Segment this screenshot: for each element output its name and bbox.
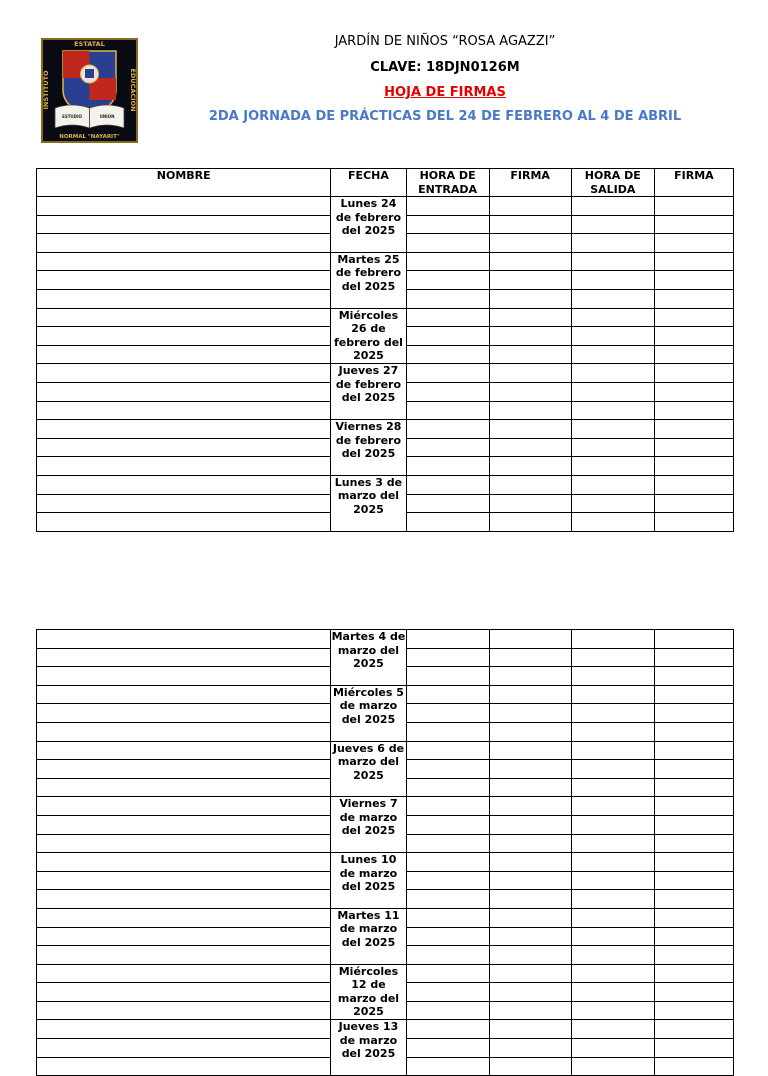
nombre-cell[interactable] — [37, 308, 331, 327]
nombre-cell[interactable] — [37, 964, 331, 983]
page-title: HOJA DE FIRMAS — [384, 85, 506, 100]
firma-entrada-cell[interactable] — [489, 308, 571, 327]
nombre-cell[interactable] — [37, 908, 331, 927]
hora-entrada-cell[interactable] — [406, 760, 489, 779]
table-row — [37, 308, 734, 327]
table-row — [37, 252, 734, 271]
nombre-cell[interactable] — [37, 271, 331, 290]
firma-entrada-cell[interactable] — [489, 704, 571, 723]
hora-salida-cell[interactable] — [571, 234, 654, 253]
hora-salida-cell[interactable] — [571, 215, 654, 234]
firma-salida-cell[interactable] — [654, 890, 733, 909]
nombre-cell[interactable] — [37, 215, 331, 234]
hora-salida-cell[interactable] — [571, 630, 654, 649]
hora-entrada-cell[interactable] — [406, 704, 489, 723]
nombre-cell[interactable] — [37, 760, 331, 779]
hora-entrada-cell[interactable] — [406, 946, 489, 965]
hora-entrada-cell[interactable] — [406, 853, 489, 872]
hora-entrada-cell[interactable] — [406, 1039, 489, 1058]
firma-salida-cell[interactable] — [654, 271, 733, 290]
fecha-cell: Miércoles 12 de marzo del 2025 — [331, 964, 406, 1020]
hora-salida-cell[interactable] — [571, 457, 654, 476]
hora-salida-cell[interactable] — [571, 438, 654, 457]
firma-salida-cell[interactable] — [654, 364, 733, 383]
hora-salida-cell[interactable] — [571, 475, 654, 494]
nombre-cell[interactable] — [37, 364, 331, 383]
hora-entrada-cell[interactable] — [406, 964, 489, 983]
nombre-cell[interactable] — [37, 420, 331, 439]
hora-salida-cell[interactable] — [571, 797, 654, 816]
hora-entrada-cell[interactable] — [406, 778, 489, 797]
hora-salida-cell[interactable] — [571, 834, 654, 853]
firma-salida-cell[interactable] — [654, 815, 733, 834]
firma-salida-cell[interactable] — [654, 908, 733, 927]
hora-entrada-cell[interactable] — [406, 648, 489, 667]
firma-entrada-cell[interactable] — [489, 364, 571, 383]
logo-right-text: EDUCACION — [129, 68, 137, 112]
firma-salida-cell[interactable] — [654, 630, 733, 649]
fecha-cell: Lunes 24 de febrero del 2025 — [331, 197, 406, 253]
hora-salida-cell[interactable] — [571, 308, 654, 327]
hora-salida-cell[interactable] — [571, 252, 654, 271]
table-row — [37, 197, 734, 216]
firma-entrada-cell[interactable] — [489, 908, 571, 927]
firma-entrada-cell[interactable] — [489, 648, 571, 667]
table-row — [37, 797, 734, 816]
hora-entrada-cell[interactable] — [406, 908, 489, 927]
firma-salida-cell[interactable] — [654, 289, 733, 308]
column-header-firma-salida: FIRMA — [654, 169, 733, 197]
nombre-cell[interactable] — [37, 494, 331, 513]
firma-salida-cell[interactable] — [654, 494, 733, 513]
signature-table-2 — [36, 629, 734, 1076]
table-header-row — [37, 169, 734, 197]
fecha-cell: Jueves 27 de febrero del 2025 — [331, 364, 406, 420]
table-row — [37, 420, 734, 439]
firma-entrada-cell[interactable] — [489, 475, 571, 494]
hora-entrada-cell[interactable] — [406, 327, 489, 346]
firma-salida-cell[interactable] — [654, 345, 733, 364]
firma-entrada-cell[interactable] — [489, 234, 571, 253]
hora-entrada-cell[interactable] — [406, 364, 489, 383]
hora-salida-cell[interactable] — [571, 964, 654, 983]
fecha-cell: Viernes 7 de marzo del 2025 — [331, 797, 406, 853]
nombre-cell[interactable] — [37, 1057, 331, 1076]
nombre-cell[interactable] — [37, 513, 331, 532]
fecha-cell: Viernes 28 de febrero del 2025 — [331, 420, 406, 476]
hora-entrada-cell[interactable] — [406, 401, 489, 420]
fecha-cell: Lunes 10 de marzo del 2025 — [331, 853, 406, 909]
hora-salida-cell[interactable] — [571, 513, 654, 532]
hora-salida-cell[interactable] — [571, 722, 654, 741]
nombre-cell[interactable] — [37, 401, 331, 420]
firma-entrada-cell[interactable] — [489, 667, 571, 686]
nombre-cell[interactable] — [37, 289, 331, 308]
hora-entrada-cell[interactable] — [406, 475, 489, 494]
firma-entrada-cell[interactable] — [489, 834, 571, 853]
firma-salida-cell[interactable] — [654, 760, 733, 779]
table-row — [37, 364, 734, 383]
firma-salida-cell[interactable] — [654, 234, 733, 253]
hora-entrada-cell[interactable] — [406, 215, 489, 234]
firma-entrada-cell[interactable] — [489, 1039, 571, 1058]
hora-entrada-cell[interactable] — [406, 890, 489, 909]
nombre-cell[interactable] — [37, 741, 331, 760]
hora-entrada-cell[interactable] — [406, 983, 489, 1002]
firma-salida-cell[interactable] — [654, 853, 733, 872]
hora-entrada-cell[interactable] — [406, 494, 489, 513]
table-row — [37, 741, 734, 760]
firma-salida-cell[interactable] — [654, 401, 733, 420]
nombre-cell[interactable] — [37, 382, 331, 401]
hora-salida-cell[interactable] — [571, 871, 654, 890]
table-row — [37, 685, 734, 704]
firma-entrada-cell[interactable] — [489, 1057, 571, 1076]
nombre-cell[interactable] — [37, 871, 331, 890]
hora-salida-cell[interactable] — [571, 760, 654, 779]
hora-entrada-cell[interactable] — [406, 308, 489, 327]
table-row — [37, 853, 734, 872]
nombre-cell[interactable] — [37, 327, 331, 346]
firma-salida-cell[interactable] — [654, 667, 733, 686]
hora-entrada-cell[interactable] — [406, 927, 489, 946]
firma-salida-cell[interactable] — [654, 871, 733, 890]
hora-salida-cell[interactable] — [571, 983, 654, 1002]
fecha-cell: Jueves 6 de marzo del 2025 — [331, 741, 406, 797]
firma-entrada-cell[interactable] — [489, 890, 571, 909]
firma-entrada-cell[interactable] — [489, 797, 571, 816]
firma-entrada-cell[interactable] — [489, 964, 571, 983]
hora-salida-cell[interactable] — [571, 1020, 654, 1039]
firma-entrada-cell[interactable] — [489, 345, 571, 364]
nombre-cell[interactable] — [37, 834, 331, 853]
nombre-cell[interactable] — [37, 457, 331, 476]
firma-entrada-cell[interactable] — [489, 722, 571, 741]
hora-entrada-cell[interactable] — [406, 197, 489, 216]
hora-salida-cell[interactable] — [571, 741, 654, 760]
nombre-cell[interactable] — [37, 927, 331, 946]
hora-entrada-cell[interactable] — [406, 513, 489, 532]
hora-salida-cell[interactable] — [571, 271, 654, 290]
nombre-cell[interactable] — [37, 648, 331, 667]
fecha-cell: Martes 11 de marzo del 2025 — [331, 908, 406, 964]
nombre-cell[interactable] — [37, 797, 331, 816]
fecha-cell: Jueves 13 de marzo del 2025 — [331, 1020, 406, 1076]
nombre-cell[interactable] — [37, 722, 331, 741]
firma-salida-cell[interactable] — [654, 778, 733, 797]
shield-icon — [63, 51, 116, 114]
signature-table-2-body — [37, 630, 734, 1076]
firma-entrada-cell[interactable] — [489, 630, 571, 649]
firma-salida-cell[interactable] — [654, 382, 733, 401]
fecha-cell: Miércoles 26 de febrero del 2025 — [331, 308, 406, 364]
firma-entrada-cell[interactable] — [489, 494, 571, 513]
nombre-cell[interactable] — [37, 853, 331, 872]
firma-entrada-cell[interactable] — [489, 420, 571, 439]
hora-salida-cell[interactable] — [571, 1001, 654, 1020]
fecha-cell: Martes 25 de febrero del 2025 — [331, 252, 406, 308]
firma-entrada-cell[interactable] — [489, 289, 571, 308]
nombre-cell[interactable] — [37, 1039, 331, 1058]
signature-table-1 — [36, 168, 734, 532]
table-row — [37, 964, 734, 983]
nombre-cell[interactable] — [37, 1020, 331, 1039]
column-header-hora-entrada: HORA DE ENTRADA — [406, 169, 489, 197]
firma-entrada-cell[interactable] — [489, 927, 571, 946]
firma-salida-cell[interactable] — [654, 252, 733, 271]
firma-entrada-cell[interactable] — [489, 252, 571, 271]
school-name: JARDÍN DE NIÑOS “ROSA AGAZZI” — [334, 34, 556, 49]
logo-bottom-text: NORMAL "NAYARIT" — [59, 134, 120, 140]
fecha-cell: Miércoles 5 de marzo del 2025 — [331, 685, 406, 741]
hora-entrada-cell[interactable] — [406, 834, 489, 853]
hora-salida-cell[interactable] — [571, 289, 654, 308]
firma-salida-cell[interactable] — [654, 420, 733, 439]
firma-salida-cell[interactable] — [654, 457, 733, 476]
firma-entrada-cell[interactable] — [489, 513, 571, 532]
hora-entrada-cell[interactable] — [406, 1001, 489, 1020]
logo-book-left-text: ESTUDIO — [62, 114, 82, 119]
firma-salida-cell[interactable] — [654, 1001, 733, 1020]
firma-entrada-cell[interactable] — [489, 438, 571, 457]
firma-salida-cell[interactable] — [654, 685, 733, 704]
institute-logo — [41, 38, 138, 143]
nombre-cell[interactable] — [37, 345, 331, 364]
hora-entrada-cell[interactable] — [406, 722, 489, 741]
hora-entrada-cell[interactable] — [406, 685, 489, 704]
hora-entrada-cell[interactable] — [406, 438, 489, 457]
hora-entrada-cell[interactable] — [406, 382, 489, 401]
firma-salida-cell[interactable] — [654, 797, 733, 816]
school-key: CLAVE: 18DJN0126M — [370, 60, 520, 75]
hora-salida-cell[interactable] — [571, 364, 654, 383]
nombre-cell[interactable] — [37, 946, 331, 965]
table-row — [37, 1020, 734, 1039]
column-header-fecha: FECHA — [331, 169, 406, 197]
hora-salida-cell[interactable] — [571, 946, 654, 965]
nombre-cell[interactable] — [37, 438, 331, 457]
hora-salida-cell[interactable] — [571, 197, 654, 216]
table-row — [37, 908, 734, 927]
hora-salida-cell[interactable] — [571, 778, 654, 797]
firma-entrada-cell[interactable] — [489, 685, 571, 704]
column-header-hora-salida: HORA DE SALIDA — [571, 169, 654, 197]
hora-entrada-cell[interactable] — [406, 1020, 489, 1039]
hora-salida-cell[interactable] — [571, 927, 654, 946]
firma-salida-cell[interactable] — [654, 722, 733, 741]
firma-salida-cell[interactable] — [654, 327, 733, 346]
firma-entrada-cell[interactable] — [489, 946, 571, 965]
logo-left-text: INSTITUTO — [42, 70, 50, 110]
hora-entrada-cell[interactable] — [406, 797, 489, 816]
firma-salida-cell[interactable] — [654, 704, 733, 723]
firma-salida-cell[interactable] — [654, 197, 733, 216]
firma-entrada-cell[interactable] — [489, 853, 571, 872]
logo-book-right-text: UNION — [99, 114, 115, 119]
nombre-cell[interactable] — [37, 1001, 331, 1020]
firma-salida-cell[interactable] — [654, 946, 733, 965]
firma-entrada-cell[interactable] — [489, 815, 571, 834]
firma-entrada-cell[interactable] — [489, 271, 571, 290]
hora-salida-cell[interactable] — [571, 1057, 654, 1076]
firma-entrada-cell[interactable] — [489, 983, 571, 1002]
hora-entrada-cell[interactable] — [406, 234, 489, 253]
hora-salida-cell[interactable] — [571, 494, 654, 513]
firma-salida-cell[interactable] — [654, 215, 733, 234]
firma-salida-cell[interactable] — [654, 983, 733, 1002]
hora-entrada-cell[interactable] — [406, 252, 489, 271]
firma-salida-cell[interactable] — [654, 308, 733, 327]
nombre-cell[interactable] — [37, 630, 331, 649]
hora-salida-cell[interactable] — [571, 327, 654, 346]
firma-entrada-cell[interactable] — [489, 457, 571, 476]
hora-salida-cell[interactable] — [571, 401, 654, 420]
hora-entrada-cell[interactable] — [406, 741, 489, 760]
signature-table-1-body — [37, 197, 734, 532]
nombre-cell[interactable] — [37, 704, 331, 723]
fecha-cell: Lunes 3 de marzo del 2025 — [331, 475, 406, 531]
firma-salida-cell[interactable] — [654, 1039, 733, 1058]
hora-entrada-cell[interactable] — [406, 289, 489, 308]
open-book-icon — [55, 105, 124, 128]
firma-entrada-cell[interactable] — [489, 1001, 571, 1020]
nombre-cell[interactable] — [37, 252, 331, 271]
table-row — [37, 630, 734, 649]
nombre-cell[interactable] — [37, 778, 331, 797]
hora-entrada-cell[interactable] — [406, 420, 489, 439]
firma-salida-cell[interactable] — [654, 1020, 733, 1039]
firma-entrada-cell[interactable] — [489, 215, 571, 234]
hora-salida-cell[interactable] — [571, 815, 654, 834]
nombre-cell[interactable] — [37, 890, 331, 909]
firma-salida-cell[interactable] — [654, 964, 733, 983]
nombre-cell[interactable] — [37, 197, 331, 216]
firma-entrada-cell[interactable] — [489, 778, 571, 797]
nombre-cell[interactable] — [37, 685, 331, 704]
hora-salida-cell[interactable] — [571, 685, 654, 704]
hora-entrada-cell[interactable] — [406, 667, 489, 686]
nombre-cell[interactable] — [37, 983, 331, 1002]
hora-entrada-cell[interactable] — [406, 815, 489, 834]
hora-salida-cell[interactable] — [571, 1039, 654, 1058]
firma-salida-cell[interactable] — [654, 513, 733, 532]
hora-salida-cell[interactable] — [571, 667, 654, 686]
firma-salida-cell[interactable] — [654, 475, 733, 494]
hora-salida-cell[interactable] — [571, 704, 654, 723]
nombre-cell[interactable] — [37, 815, 331, 834]
fecha-cell: Martes 4 de marzo del 2025 — [331, 630, 406, 686]
firma-salida-cell[interactable] — [654, 438, 733, 457]
firma-entrada-cell[interactable] — [489, 401, 571, 420]
hora-salida-cell[interactable] — [571, 345, 654, 364]
logo-top-text: ESTATAL — [74, 40, 105, 48]
column-header-firma-entrada: FIRMA — [489, 169, 571, 197]
firma-entrada-cell[interactable] — [489, 871, 571, 890]
firma-entrada-cell[interactable] — [489, 327, 571, 346]
table-row — [37, 475, 734, 494]
firma-entrada-cell[interactable] — [489, 760, 571, 779]
nombre-cell[interactable] — [37, 667, 331, 686]
firma-salida-cell[interactable] — [654, 741, 733, 760]
hora-salida-cell[interactable] — [571, 648, 654, 667]
hora-salida-cell[interactable] — [571, 908, 654, 927]
hora-entrada-cell[interactable] — [406, 271, 489, 290]
hora-salida-cell[interactable] — [571, 853, 654, 872]
hora-salida-cell[interactable] — [571, 420, 654, 439]
firma-salida-cell[interactable] — [654, 927, 733, 946]
hora-salida-cell[interactable] — [571, 382, 654, 401]
firma-salida-cell[interactable] — [654, 648, 733, 667]
hora-salida-cell[interactable] — [571, 890, 654, 909]
firma-entrada-cell[interactable] — [489, 1020, 571, 1039]
nombre-cell[interactable] — [37, 234, 331, 253]
firma-salida-cell[interactable] — [654, 1057, 733, 1076]
hora-entrada-cell[interactable] — [406, 871, 489, 890]
nombre-cell[interactable] — [37, 475, 331, 494]
page-subtitle: 2DA JORNADA DE PRÁCTICAS DEL 24 DE FEBRERO AL 4 DE ABRIL — [208, 109, 682, 124]
firma-salida-cell[interactable] — [654, 834, 733, 853]
firma-entrada-cell[interactable] — [489, 382, 571, 401]
hora-entrada-cell[interactable] — [406, 345, 489, 364]
hora-entrada-cell[interactable] — [406, 457, 489, 476]
column-header-nombre: NOMBRE — [37, 169, 331, 197]
firma-entrada-cell[interactable] — [489, 741, 571, 760]
hora-entrada-cell[interactable] — [406, 630, 489, 649]
firma-entrada-cell[interactable] — [489, 197, 571, 216]
hora-entrada-cell[interactable] — [406, 1057, 489, 1076]
